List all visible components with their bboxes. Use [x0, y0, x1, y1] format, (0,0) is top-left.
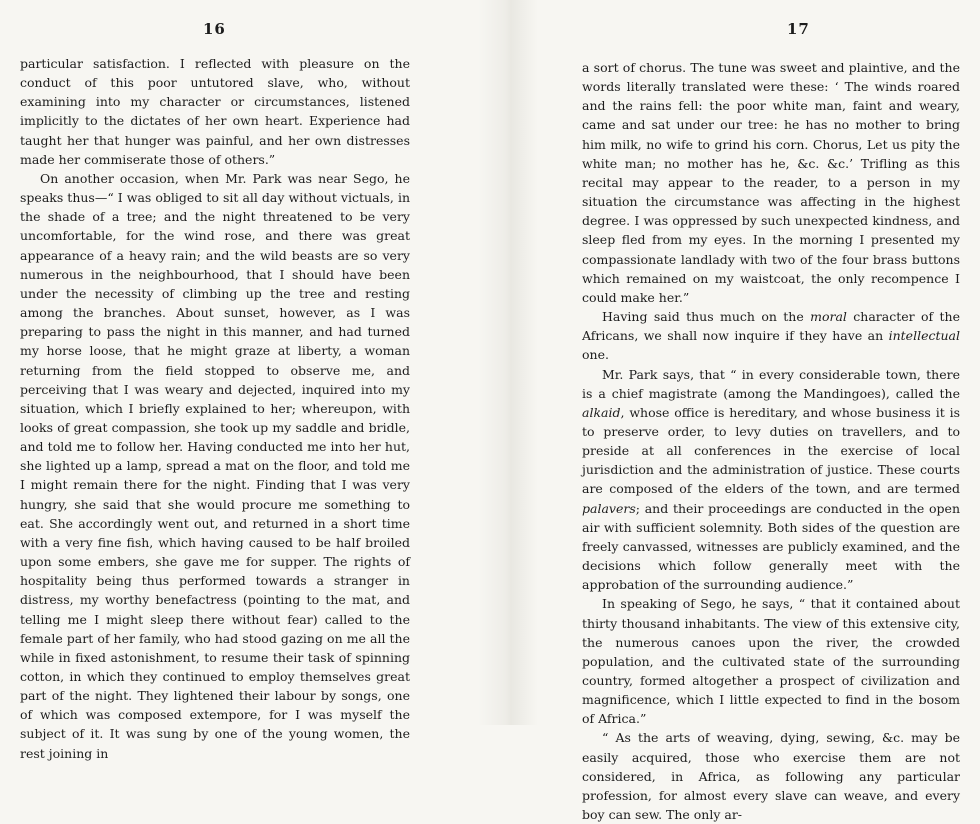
italic-text: palavers	[582, 500, 636, 516]
paragraph	[20, 54, 410, 169]
text-run: particular satisfaction. I reflected with pleasure on the conduct of this poor untutored slave, who, without examining into my character or circumstances, listened implicitly to the dictates of her own heart. Experience had taught her that hunger was painful, and her own distresses made her commiserate those of others.”	[20, 56, 410, 167]
page-number: 16	[203, 20, 226, 38]
page-body	[20, 54, 410, 763]
left-page	[20, 0, 410, 761]
right-page	[582, 0, 960, 823]
page-body	[582, 58, 960, 824]
text-run: Mr. Park says, that “ in every considerable town, there is a chief magistrate (among the Mandingoes), called the	[582, 366, 960, 401]
paragraph	[582, 728, 960, 824]
text-run: In speaking of Sego, he says, “ that it contained about thirty thousand inhabitants. The view of this extensive city, the numerous canoes upon the river, the crowded population, and the cultivated state of the surrounding country, formed altogether a prospect of civilization and magnificence, which I little expected to find in the bosom of Africa.”	[582, 596, 960, 727]
paragraph	[582, 365, 960, 595]
text-run: character of the Africans, we shall now inquire if they have an	[582, 309, 960, 344]
paragraph	[582, 58, 960, 307]
text-run: On another occasion, when Mr. Park was near Sego, he speaks thus—“ I was obliged to sit all day without victuals, in the shade of a tree; and the night threatened to be very uncomfortable, for the wind rose, and there was great appearance of a heavy rain; and the wild beasts are so very numerous in the neighbourhood, that I should have been under the necessity of climbing up the tree and resting among the branches. About sunset, however, as I was preparing to pass the night in this manner, and had turned my horse loose, that he might graze at liberty, a woman returning from the field stopped to observe me, and perceiving that I was weary and dejected, inquired into my situation, which I briefly explained to her; whereupon, with looks of great compassion, she took up my saddle and bridle, and told me to follow her. Having conducted me into her hut, she lighted up a lamp, spread a mat on the floor, and told me I might remain there for the night. Finding that I was very hungry, she said that she would procure me something to eat. She accordingly went out, and returned in a short time with a very fine fish, which having caused to be half broiled upon some embers, she gave me for supper. The rights of hospitality being thus performed towards a stranger in distress, my worthy benefactress (pointing to the mat, and telling me I might sleep there without fear) called to the female part of her family, who had stood gazing on me all the while in fixed astonishment, to resume their task of spinning cotton, in which they continued to employ themselves great part of the night. They lightened their labour by songs, one of which was composed extempore, for I was myself the subject of it. It was sung by one of the young women, the rest joining in	[20, 170, 410, 761]
text-run: a sort of chorus. The tune was sweet and plaintive, and the words literally translated were these: ‘ The winds roared and the rains fell: the poor white man, faint and weary, came and sat under our tree: he has no mother to bring him milk, no wife to grind his corn. Chorus, Let us pity the white man; no mother has he, &c. &c.’ Trifling as this recital may appear to the reader, to a person in my situation the circumstance was affecting in the highest degree. I was oppressed by such unexpected kindness, and sleep fled from my eyes. In the morning I presented my compassionate landlady with two of the four brass buttons which remained on my waistcoat, the only recompence I could make her.”	[582, 60, 960, 305]
text-run: “ As the arts of weaving, dying, sewing, &c. may be easily acquired, those who exercise them are not considered, in Africa, as following any particular profession, for almost every slave can weave, and every boy can sew. The only ar-	[582, 730, 960, 823]
paragraph	[582, 594, 960, 728]
italic-text: moral	[810, 309, 847, 325]
paragraph	[20, 169, 410, 763]
italic-text: alkaid	[582, 404, 621, 420]
text-run: , whose office is hereditary, and whose business it is to preserve order, to levy duties on travellers, and to preside at all conferences in the exercise of local jurisdiction and the administration of justice. These courts are composed of the elders of the town, and are termed	[582, 404, 960, 497]
paragraph	[582, 307, 960, 364]
text-run: one.	[582, 347, 609, 363]
text-run: ; and their proceedings are conducted in the open air with sufficient solemnity. Both sides of the question are freely canvassed, witnesses are publicly examined, and the decisions which follow generally meet with the approbation of the surrounding audience.”	[582, 500, 960, 593]
book-gutter	[478, 0, 538, 725]
page-number: 17	[787, 20, 810, 38]
italic-text: intellectual	[888, 328, 960, 344]
text-run: Having said thus much on the	[602, 309, 811, 325]
